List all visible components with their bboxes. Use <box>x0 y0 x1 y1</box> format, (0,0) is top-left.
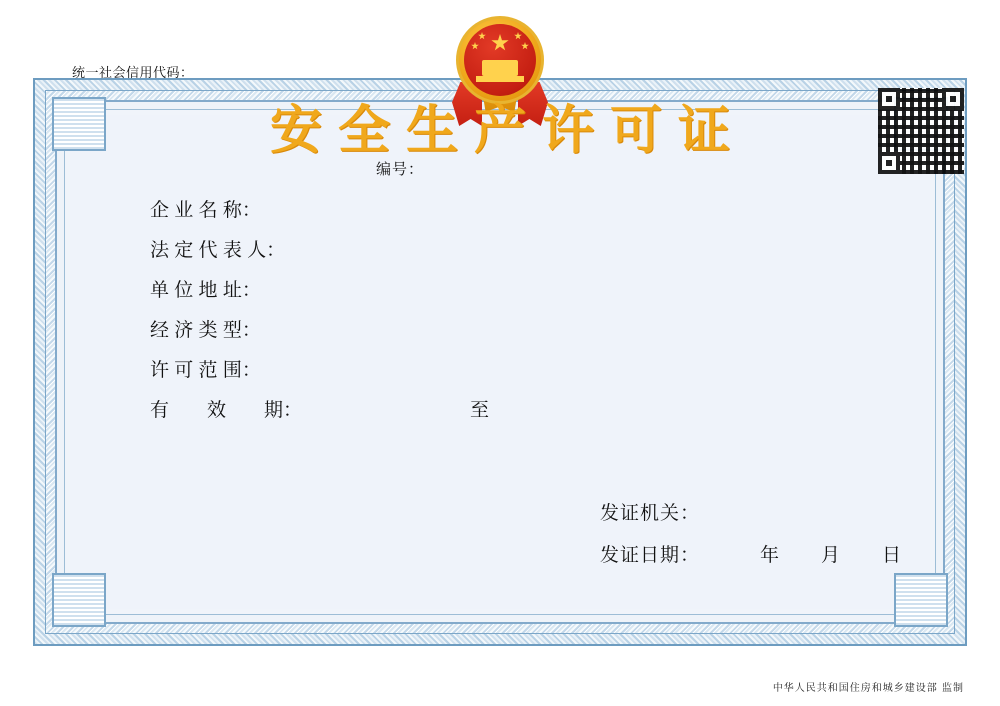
label-issue-date: 发证日期： <box>600 544 701 566</box>
validity-to-mark: 至 <box>470 399 490 421</box>
field-row-validity-period <box>150 388 870 428</box>
value-economic-type <box>320 318 870 338</box>
certificate-title: 安全生产许可证 <box>269 100 746 161</box>
field-row-economic-type <box>150 308 870 348</box>
usci-label: 统一社会信用代码： <box>72 65 194 80</box>
unit-day: 日 <box>882 544 902 566</box>
issuer-supervision-note: 中华人民共和国住房和城乡建设部 监制 <box>772 683 964 694</box>
label-economic-type: 经 济 类 型： <box>150 319 261 341</box>
footer-row-authority <box>600 490 930 532</box>
field-row-address <box>150 268 870 308</box>
qr-finder-bottom-left <box>878 152 900 174</box>
label-legal-representative: 法 定 代 表 人： <box>150 239 286 261</box>
label-company-name: 企 业 名 称： <box>150 199 261 221</box>
label-address: 单 位 地 址： <box>150 279 261 301</box>
unit-year: 年 <box>760 544 780 566</box>
certificate-footer <box>600 490 930 574</box>
issue-date-units <box>760 532 901 574</box>
qr-finder-top-right <box>942 88 964 110</box>
qr-finder-top-left <box>878 88 900 110</box>
serial-number-label: 编号： <box>375 161 424 178</box>
value-company-name <box>320 198 870 218</box>
value-validity-period <box>320 398 870 418</box>
unit-month: 月 <box>821 544 841 566</box>
label-issuing-authority: 发证机关： <box>600 502 701 524</box>
footer-row-issue-date <box>600 532 930 574</box>
certificate-fields <box>150 188 870 428</box>
field-row-permit-scope <box>150 348 870 388</box>
value-address <box>320 278 870 298</box>
qr-code <box>878 88 964 174</box>
label-permit-scope: 许 可 范 围： <box>150 359 261 381</box>
value-legal-representative <box>320 238 870 258</box>
field-row-legal-representative <box>150 228 870 268</box>
value-issuing-authority <box>700 501 930 521</box>
field-row-company-name <box>150 188 870 228</box>
label-validity-period: 有 效 期： <box>150 399 303 421</box>
value-permit-scope <box>320 358 870 378</box>
